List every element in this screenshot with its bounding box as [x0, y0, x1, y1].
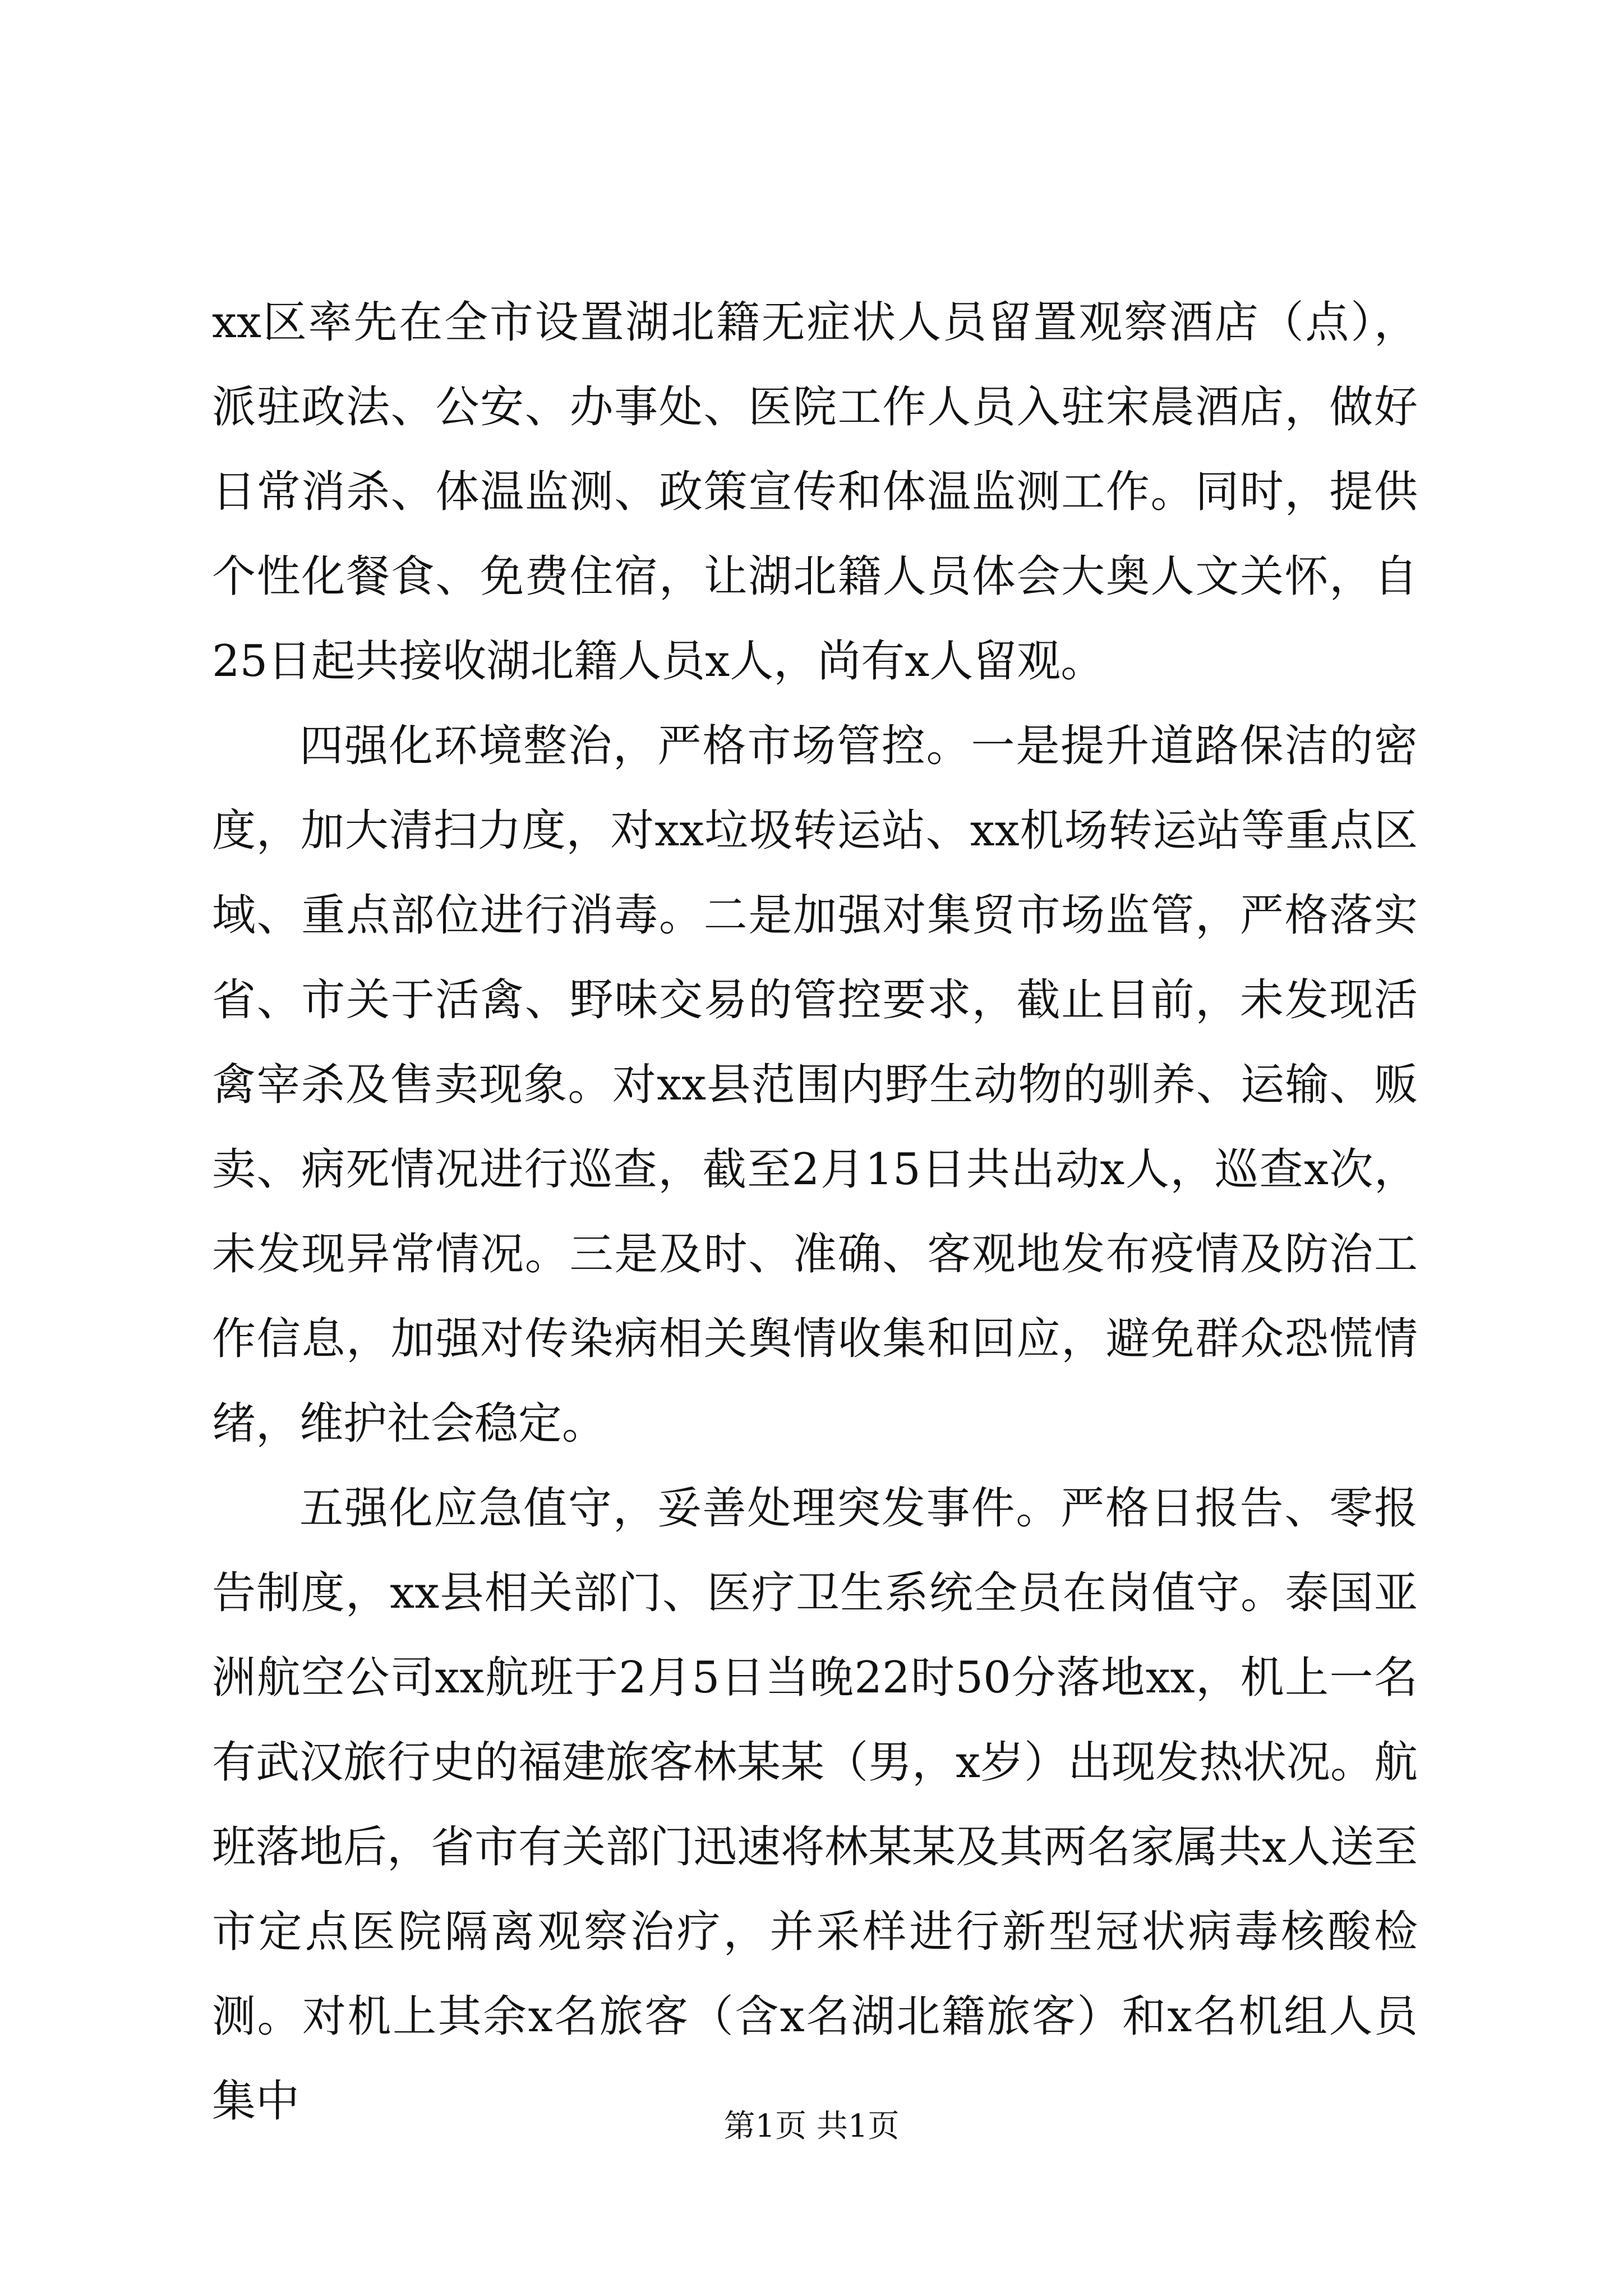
paragraph-2: 四强化环境整治，严格市场管控。一是提升道路保洁的密度，加大清扫力度，对xx垃圾转运站、xx机场转运站等重点区域、重点部位进行消毒。二是加强对集贸市场监管，严格落实省、市关于活禽、野味交易的管控要求，截止目前，未发现活禽宰杀及售卖现象。对xx县范围内野生动物的驯养、运输、贩卖、病死情况进行巡查，截至2月15日共出动x人，巡查x次，未发现异常情况。三是及时、准确、客观地发布疫情及防治工作信息，加强对传染病相关舆情收集和回应，避免群众恐慌情绪，维护社会稳定。 — [212, 721, 1418, 1449]
paragraph-3: 五强化应急值守，妥善处理突发事件。严格日报告、零报告制度，xx县相关部门、医疗卫生系统全员在岗值守。泰国亚洲航空公司xx航班于2月5日当晚22时50分落地xx，机上一名有武汉旅行史的福建旅客林某某（男，x岁）出现发热状况。航班落地后，省市有关部门迅速将林某某及其两名家属共x人送至市定点医院隔离观察治疗，并采样进行新型冠状病毒核酸检测。对机上其余x名旅客（含x名湖北籍旅客）和x名机组人员集中 — [212, 1483, 1418, 2127]
page-footer: 第1页 共1页 — [723, 2108, 900, 2145]
document-body — [212, 280, 1418, 2144]
paragraph-1: xx区率先在全市设置湖北籍无症状人员留置观察酒店（点），派驻政法、公安、办事处、医院工作人员入驻宋晨酒店，做好日常消杀、体温监测、政策宣传和体温监测工作。同时，提供个性化餐食、免费住宿，让湖北籍人员体会大奥人文关怀，自25日起共接收湖北籍人员x人，尚有x人留观。 — [212, 297, 1418, 687]
